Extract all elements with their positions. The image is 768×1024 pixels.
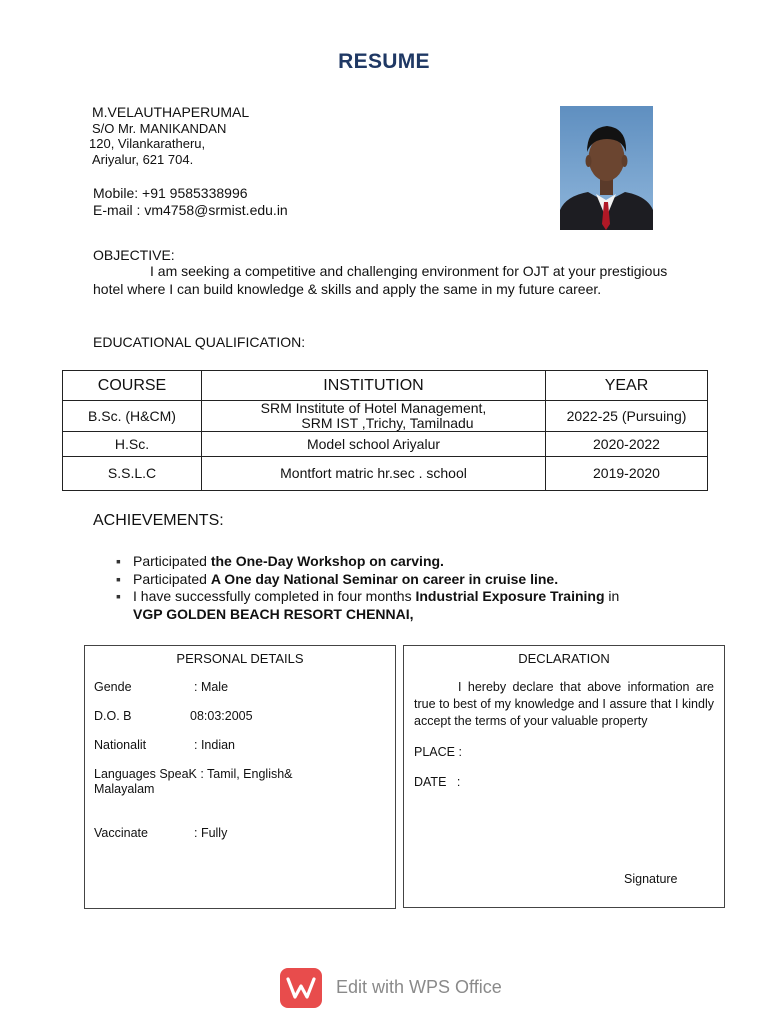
achievement-bold: A One day National Seminar on career in cruise line.	[210, 570, 559, 587]
address-line-1: 120, Vilankaratheru,	[89, 136, 206, 151]
table-row	[63, 457, 708, 491]
dob-label: D.O. B	[94, 709, 132, 723]
objective-heading: OBJECTIVE:	[93, 247, 175, 263]
table-row	[63, 401, 708, 432]
achievements-list	[116, 553, 696, 623]
languages-row	[94, 767, 293, 797]
list-item-continuation	[116, 606, 696, 624]
list-item	[116, 588, 696, 606]
nationality-row	[94, 738, 235, 752]
dob-row	[94, 709, 253, 723]
applicant-photo	[560, 106, 653, 230]
declaration-text	[414, 679, 714, 730]
table-header-row	[63, 371, 708, 401]
achievement-bold: VGP GOLDEN BEACH RESORT CHENNAI,	[133, 605, 414, 622]
institution-cell: Model school Ariyalur	[202, 432, 546, 457]
column-header-year: YEAR	[546, 371, 708, 401]
gender-label: Gende	[94, 680, 132, 694]
contact-block	[93, 185, 288, 219]
place-label: PLACE :	[414, 745, 462, 759]
resume-title: RESUME	[338, 50, 430, 73]
applicant-header	[89, 104, 250, 167]
institution-line-1: SRM Institute of Hotel Management,	[260, 400, 487, 416]
applicant-name: M.VELAUTHAPERUMAL	[92, 104, 250, 120]
achievement-text: Participated	[133, 553, 211, 569]
date-label: DATE :	[414, 775, 461, 789]
personal-details-heading: PERSONAL DETAILS	[176, 651, 304, 666]
achievement-text-end: in	[604, 588, 620, 604]
signature-label: Signature	[624, 872, 678, 886]
bullet-icon: ▪	[116, 588, 121, 604]
mobile-number: Mobile: +91 9585338996	[93, 185, 248, 201]
declaration-box	[403, 645, 725, 908]
course-cell: H.Sc.	[63, 432, 202, 457]
bullet-icon: ▪	[116, 553, 121, 569]
languages-line-1: Languages SpeaK : Tamil, English&	[94, 767, 293, 781]
dob-value: 08:03:2005	[190, 709, 253, 723]
wps-logo-icon[interactable]	[280, 968, 322, 1008]
column-header-institution: INSTITUTION	[202, 371, 546, 401]
vaccinate-value: : Fully	[194, 826, 228, 840]
achievement-text: Participated	[133, 570, 211, 587]
nationality-value: : Indian	[194, 738, 236, 752]
declaration-paragraph: I hereby declare that above information are true to best of my knowledge and I assure that I kindly accept the terms of your valuable property	[414, 680, 714, 728]
objective-paragraph: I am seeking a competitive and challenging environment for OJT at your prestigious hotel where I can build knowledge & skills and apply the same in my future career.	[93, 263, 668, 297]
year-cell: 2020-2022	[546, 432, 708, 457]
personal-details-box	[84, 645, 396, 909]
achievement-bold: Industrial Exposure Training	[415, 588, 605, 604]
course-cell: S.S.L.C	[63, 457, 202, 491]
course-cell: B.Sc. (H&CM)	[63, 401, 202, 432]
bullet-icon: ▪	[116, 570, 121, 587]
address-line-2: Ariyalur, 621 704.	[92, 151, 194, 167]
languages-line-2: Malayalam	[94, 782, 155, 796]
list-item	[116, 553, 696, 571]
education-heading: EDUCATIONAL QUALIFICATION:	[93, 334, 306, 350]
gender-row	[94, 680, 228, 694]
table-row	[63, 432, 708, 457]
objective-text	[93, 263, 693, 298]
vaccinate-row	[94, 826, 227, 840]
year-cell: 2019-2020	[546, 457, 708, 491]
wps-edit-label[interactable]: Edit with WPS Office	[336, 977, 502, 997]
vaccinate-label: Vaccinate	[94, 826, 148, 840]
column-header-course: COURSE	[63, 371, 202, 401]
institution-cell: Montfort matric hr.sec . school	[202, 457, 546, 491]
institution-line-2: SRM IST ,Trichy, Tamilnadu	[301, 415, 474, 431]
institution-cell	[202, 401, 546, 432]
father-name: S/O Mr. MANIKANDAN	[92, 120, 227, 136]
email-address: E-mail : vm4758@srmist.edu.in	[93, 202, 288, 218]
achievements-heading: ACHIEVEMENTS:	[93, 512, 224, 529]
gender-value: : Male	[194, 680, 229, 694]
year-cell: 2022-25 (Pursuing)	[546, 401, 708, 432]
education-table	[62, 370, 708, 491]
achievement-text: I have successfully completed in four months	[133, 588, 416, 604]
list-item	[116, 571, 696, 589]
wps-edit-banner[interactable]	[280, 968, 520, 1008]
declaration-heading: DECLARATION	[518, 651, 610, 666]
nationality-label: Nationalit	[94, 738, 147, 752]
achievement-bold: the One-Day Workshop on carving.	[210, 553, 444, 569]
